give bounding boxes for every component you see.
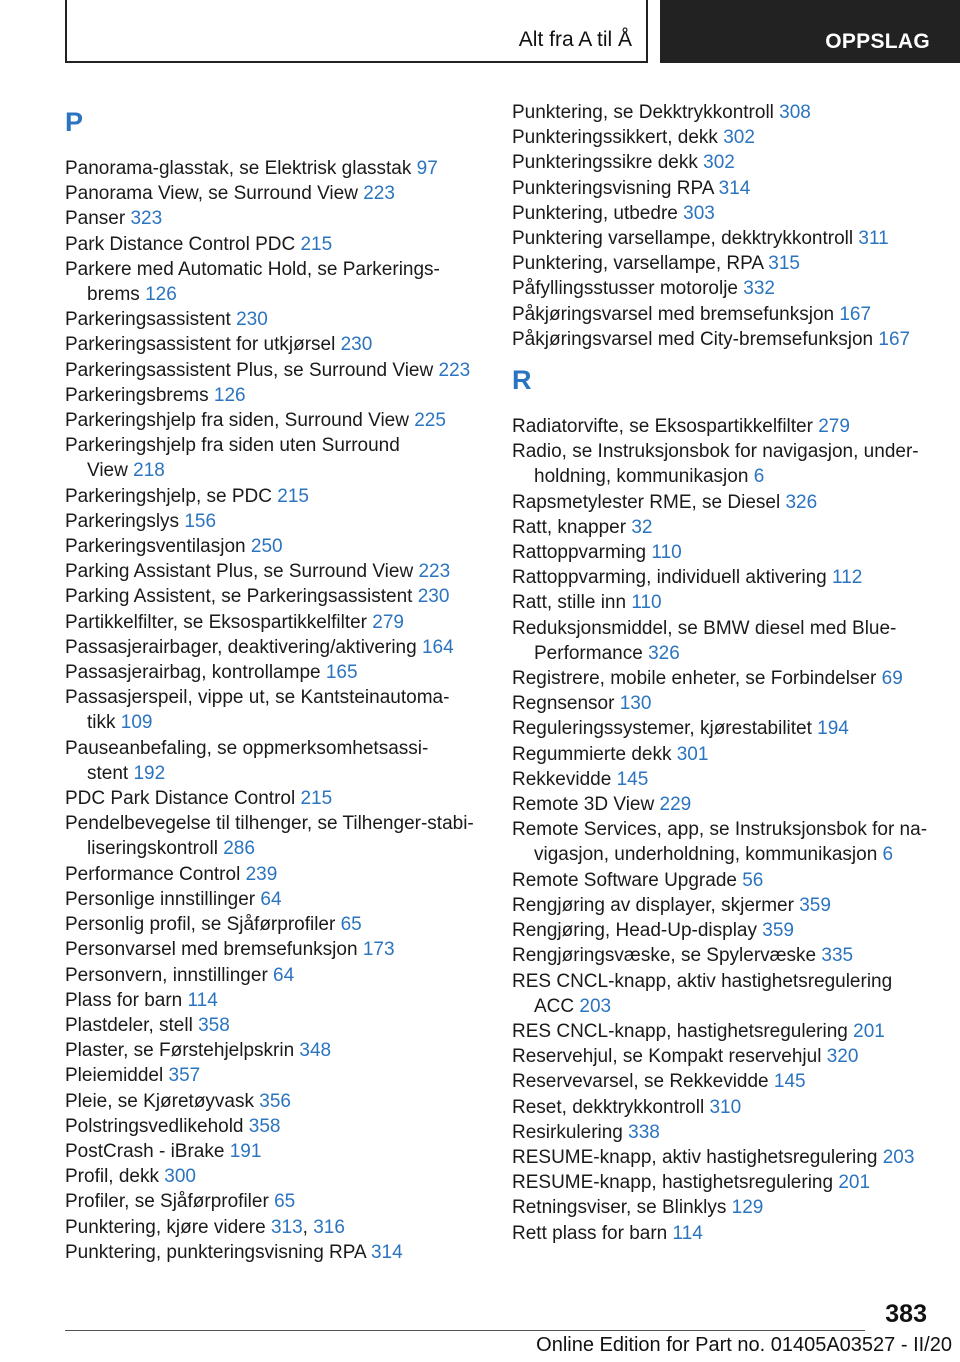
index-entry-label: stent <box>87 762 129 784</box>
index-entry-label: Punkteringsvisning RPA <box>512 177 714 199</box>
page-reference-link[interactable]: 194 <box>817 718 849 740</box>
index-entry-label: Reservevarsel, se Rekkevidde <box>512 1071 769 1093</box>
index-entry-label: Rengjøring, Head-Up-display <box>512 920 757 942</box>
index-entry-label: Plass for barn <box>65 989 183 1011</box>
page-reference-link[interactable]: 358 <box>248 1115 281 1137</box>
page-reference-link[interactable]: 164 <box>421 636 454 658</box>
index-entry-label: Registrere, mobile enheter, se Forbindelser <box>512 668 877 690</box>
index-entry <box>512 226 942 251</box>
page-reference-link[interactable]: 223 <box>418 561 451 583</box>
index-entry <box>512 1145 942 1170</box>
index-entry-label: liseringskontroll <box>87 838 218 860</box>
page-reference-link[interactable]: 356 <box>259 1090 291 1112</box>
index-entry <box>65 458 495 483</box>
page-reference-link[interactable]: 201 <box>838 1172 871 1194</box>
index-entry <box>65 484 495 509</box>
index-entry-list-p-continued <box>512 100 942 352</box>
index-entry-label: Profiler, se Sjåførprofiler <box>65 1191 269 1213</box>
index-entry-label: Påkjøringsvarsel med City-bremsefunksjon <box>512 328 874 350</box>
index-entry <box>512 125 942 150</box>
index-entry <box>65 282 495 307</box>
page-reference-link[interactable]: 203 <box>579 995 612 1017</box>
page-reference-link[interactable]: 239 <box>245 863 278 885</box>
index-entry <box>512 742 942 767</box>
index-entry <box>512 176 942 201</box>
index-entry-label: Remote Software Upgrade <box>512 869 737 891</box>
page-reference-link[interactable]: 308 <box>779 102 811 123</box>
index-entry <box>65 988 495 1013</box>
index-entry <box>65 736 495 761</box>
page-reference-link[interactable]: 229 <box>659 794 692 816</box>
index-entry <box>512 590 942 615</box>
index-entry-label: Plastdeler, stell <box>65 1014 193 1036</box>
index-entry <box>512 969 942 994</box>
index-entry-label: PDC Park Distance Control <box>65 788 296 810</box>
index-entry-label: brems <box>87 284 140 306</box>
index-entry-label: Reservehjul, se Kompakt reservehjul <box>512 1046 822 1068</box>
index-entry <box>65 534 495 559</box>
page-reference-link[interactable]: 358 <box>198 1014 230 1036</box>
index-entry-label: Remote 3D View <box>512 794 655 816</box>
header-chapter-box <box>660 0 960 63</box>
index-entry-label: Polstringsvedlikehold <box>65 1115 244 1137</box>
page-reference-link[interactable]: 301 <box>676 743 709 765</box>
index-entry-label: Retningsviser, se Blinklys <box>512 1197 727 1219</box>
index-entry <box>512 994 942 1019</box>
index-entry-label: PostCrash - iBrake <box>65 1140 225 1162</box>
index-entry <box>512 691 942 716</box>
index-entry <box>65 509 495 534</box>
page-reference-link[interactable]: 65 <box>340 914 362 936</box>
index-entry-label: Pauseanbefaling, se oppmerksomhetsassi- <box>65 737 429 759</box>
index-entry-label: Parking Assistant Plus, se Surround View <box>65 561 414 583</box>
index-entry <box>512 565 942 590</box>
page-reference-link[interactable]: 156 <box>184 510 217 532</box>
index-entry-label: Punktering, kjøre videre <box>65 1216 266 1238</box>
page-reference-link[interactable]: 303 <box>683 202 715 224</box>
page-reference-link[interactable]: 114 <box>187 989 218 1011</box>
index-letter-heading-p: P <box>65 107 84 137</box>
index-entry <box>65 963 495 988</box>
page-reference-link[interactable]: 32 <box>631 516 653 538</box>
page-reference-link[interactable]: 335 <box>821 945 854 967</box>
index-entry-label: Rattoppvarming, individuell aktivering <box>512 567 827 589</box>
index-entry <box>65 1089 495 1114</box>
page-reference-link[interactable]: 218 <box>133 460 165 482</box>
index-entry-label: Punkteringssikre dekk <box>512 152 698 174</box>
index-entry-label: Personlige innstillinger <box>65 888 256 910</box>
index-entry <box>65 1114 495 1139</box>
index-entry <box>65 1063 495 1088</box>
index-entry <box>512 251 942 276</box>
index-entry-label: Panorama View, se Surround View <box>65 183 358 205</box>
page-reference-link[interactable]: 302 <box>703 152 735 174</box>
index-entry <box>65 1038 495 1063</box>
page-reference-link[interactable]: 302 <box>723 127 755 149</box>
index-entry-label: Parkeringsassistent <box>65 309 231 331</box>
index-entry-label: Reduksjonsmiddel, se BMW diesel med Blue- <box>512 617 897 639</box>
index-entry <box>65 811 495 836</box>
index-entry <box>65 635 495 660</box>
index-entry-label: Reset, dekktrykkontroll <box>512 1096 705 1118</box>
index-entry <box>512 1095 942 1120</box>
index-entry-label: Partikkelfilter, se Eksospartikkelfilter <box>65 611 367 633</box>
page-reference-link[interactable]: 6 <box>753 466 765 488</box>
index-entry-list-r <box>512 414 942 1246</box>
page-reference-link[interactable]: 167 <box>839 303 872 325</box>
index-entry-label: Rapsmetylester RME, se Diesel <box>512 491 781 513</box>
index-entry-label: Punktering varsellampe, dekktrykkontroll <box>512 228 854 250</box>
index-entry-label: Ratt, knapper <box>512 516 627 538</box>
index-entry-label: Pleiemiddel <box>65 1065 164 1087</box>
index-entry <box>512 943 942 968</box>
page-reference-link[interactable]: 279 <box>818 416 850 438</box>
index-entry-label: Remote Services, app, se Instruksjonsbok for na- <box>512 819 928 841</box>
index-entry-label: Passasjerairbager, deaktivering/aktivering <box>65 636 417 658</box>
page-reference-link[interactable]: 126 <box>213 384 246 406</box>
index-entry-label: View <box>87 460 128 482</box>
index-entry-label: RESUME-knapp, aktiv hastighetsregulering <box>512 1146 878 1168</box>
page-reference-link[interactable]: 64 <box>273 964 295 986</box>
page-reference-link[interactable]: 56 <box>742 869 764 891</box>
page-reference-link[interactable]: 230 <box>340 334 373 356</box>
index-entry <box>65 937 495 962</box>
index-column-left <box>65 100 495 1265</box>
page-reference-link[interactable]: 201 <box>853 1020 885 1042</box>
page-reference-link[interactable]: 230 <box>236 309 268 331</box>
index-entry <box>65 206 495 231</box>
page-number: 383 <box>885 1300 927 1328</box>
page-reference-link[interactable]: 332 <box>743 278 775 300</box>
page-reference-link[interactable]: 64 <box>260 888 282 910</box>
index-entry <box>512 868 942 893</box>
index-entry <box>512 302 942 327</box>
index-letter-heading-r: R <box>512 365 532 396</box>
index-entry <box>512 414 942 439</box>
index-entry <box>65 257 495 282</box>
index-entry-label: Resirkulering <box>512 1121 623 1143</box>
page-reference-link[interactable]: 320 <box>826 1046 859 1068</box>
index-entry <box>512 792 942 817</box>
index-entry <box>65 685 495 710</box>
index-entry-label: Personlig profil, se Sjåførprofiler <box>65 914 336 936</box>
index-entry <box>65 156 495 181</box>
index-entry <box>65 710 495 735</box>
page-reference-link[interactable]: 215 <box>277 485 309 507</box>
page-reference-link[interactable]: 223 <box>363 183 395 205</box>
index-entry <box>512 817 942 842</box>
index-entry-label: Påkjøringsvarsel med bremsefunksjon <box>512 303 835 325</box>
index-entry <box>65 232 495 257</box>
page-reference-link[interactable]: 215 <box>300 788 333 810</box>
index-entry-label: Parking Assistent, se Parkeringsassistent <box>65 586 413 608</box>
page-reference-link[interactable]: 314 <box>718 177 751 199</box>
index-entry-label: Rengjøringsvæske, se Spylervæske <box>512 945 817 967</box>
index-entry-label: Rett plass for barn <box>512 1222 668 1244</box>
page-reference-link[interactable]: 129 <box>731 1197 764 1219</box>
page-reference-link[interactable]: 230 <box>417 586 450 608</box>
index-entry-label: Regnsensor <box>512 693 615 715</box>
page-reference-link[interactable]: 192 <box>133 762 166 784</box>
page-reference-link[interactable]: 109 <box>120 712 153 734</box>
index-entry-label: Panorama-glasstak, se Elektrisk glasstak <box>65 158 412 179</box>
header-section-title: Alt fra A til Å <box>518 28 632 51</box>
index-entry <box>65 610 495 635</box>
index-entry <box>512 1044 942 1069</box>
index-entry <box>512 276 942 301</box>
index-entry-label: Rattoppvarming <box>512 542 647 564</box>
page-reference-link[interactable]: 315 <box>768 253 800 275</box>
index-entry-label: Personvern, innstillinger <box>65 964 268 986</box>
page-reference-link[interactable]: 225 <box>414 410 446 432</box>
index-entry-label: Parkeringsventilasjon <box>65 536 246 558</box>
index-entry-label: Pendelbevegelse til tilhenger, se Tilhenger-stabi- <box>65 813 474 835</box>
index-entry <box>65 1189 495 1214</box>
page-reference-link[interactable]: 359 <box>799 894 831 916</box>
index-entry <box>512 439 942 464</box>
index-entry-label: Parkeringsassistent for utkjørsel <box>65 334 336 356</box>
index-entry-label: Punktering, varsellampe, RPA <box>512 253 763 275</box>
index-entry-label: RES CNCL-knapp, hastighetsregulering <box>512 1020 848 1042</box>
index-entry <box>65 887 495 912</box>
index-entry <box>512 150 942 175</box>
index-entry <box>65 584 495 609</box>
header-chapter-title: OPPSLAG <box>825 30 930 53</box>
index-entry <box>512 490 942 515</box>
index-entry-label: Påfyllingsstusser motorolje <box>512 278 738 300</box>
page-reference-link[interactable]: 112 <box>832 567 863 589</box>
index-entry-label: Pleie, se Kjøretøyvask <box>65 1090 254 1112</box>
page-reference-link[interactable]: 69 <box>881 668 903 690</box>
page-reference-link[interactable]: 6 <box>882 844 894 866</box>
page-reference-link[interactable]: 326 <box>648 642 680 664</box>
index-entry <box>65 862 495 887</box>
index-entry-label: vigasjon, underholdning, kommunikasjon <box>534 844 878 866</box>
index-entry <box>65 433 495 458</box>
page-reference-link[interactable]: 97 <box>416 158 438 179</box>
index-entry <box>512 1019 942 1044</box>
page-reference-link[interactable]: 286 <box>223 838 255 860</box>
edition-footer: Online Edition for Part no. 01405A03527 - II/20 <box>536 1334 952 1356</box>
index-entry <box>512 641 942 666</box>
page-reference-link[interactable]: 313 <box>270 1216 303 1238</box>
index-entry-label: Passasjerairbag, kontrollampe <box>65 662 321 684</box>
page-reference-link[interactable]: 126 <box>145 284 177 306</box>
index-entry-label: Park Distance Control PDC <box>65 233 296 255</box>
index-entry <box>65 559 495 584</box>
index-entry <box>512 893 942 918</box>
page-reference-link[interactable]: 359 <box>762 920 794 942</box>
index-entry <box>512 1120 942 1145</box>
index-entry <box>512 1069 942 1094</box>
page-reference-link[interactable]: 65 <box>274 1191 296 1213</box>
index-entry-label: Panser <box>65 208 126 230</box>
index-entry <box>65 912 495 937</box>
page-reference-link[interactable]: 326 <box>785 491 818 513</box>
index-entry-label: holdning, kommunikasjon <box>534 466 749 488</box>
index-entry <box>65 1164 495 1189</box>
index-entry <box>512 100 942 125</box>
index-entry-label: Parkeringshjelp fra siden uten Surround <box>65 435 400 457</box>
page-reference-link[interactable]: 311 <box>858 228 889 250</box>
index-entry <box>512 616 942 641</box>
index-entry <box>512 515 942 540</box>
index-entry <box>65 1013 495 1038</box>
index-entry-label: Punktering, punkteringsvisning RPA <box>65 1241 366 1263</box>
index-entry <box>65 1139 495 1164</box>
page-reference-link[interactable]: 323 <box>130 208 163 230</box>
index-entry-label: Reguleringssystemer, kjørestabilitet <box>512 718 812 740</box>
page-reference-link[interactable]: 348 <box>299 1040 332 1062</box>
index-entry-label: Parkeringsbrems <box>65 384 209 406</box>
index-entry <box>512 842 942 867</box>
page-reference-link[interactable]: 338 <box>628 1121 660 1143</box>
page-reference-link[interactable]: 114 <box>672 1222 703 1244</box>
index-entry <box>512 540 942 565</box>
index-entry <box>512 1221 942 1246</box>
index-entry <box>65 761 495 786</box>
index-entry <box>512 767 942 792</box>
index-entry <box>512 327 942 352</box>
index-entry: Punktering, kjøre videre 313, 316 <box>65 1216 345 1238</box>
index-entry-label: Ratt, stille inn <box>512 592 627 614</box>
index-entry-label: Rengjøring av displayer, skjermer <box>512 894 794 916</box>
page-reference-link[interactable]: 357 <box>168 1065 201 1087</box>
index-entry-label: RESUME-knapp, hastighetsregulering <box>512 1172 834 1194</box>
index-entry <box>65 1240 495 1265</box>
index-entry <box>512 201 942 226</box>
index-entry <box>65 307 495 332</box>
index-entry-label: Radio, se Instruksjonsbok for navigasjon, under- <box>512 441 919 463</box>
index-entry-label: Parkeringsassistent Plus, se Surround View <box>65 359 434 381</box>
index-entry-label: Punkteringssikkert, dekk <box>512 127 718 149</box>
page-reference-link[interactable]: 223 <box>438 359 471 381</box>
index-entry-label: Punktering, se Dekktrykkontroll <box>512 102 774 123</box>
index-entry-label: Passasjerspeil, vippe ut, se Kantsteinautoma- <box>65 687 450 709</box>
index-entry-label: Performance Control <box>65 863 241 885</box>
page-reference-link[interactable]: 300 <box>164 1166 196 1188</box>
index-entry <box>65 181 495 206</box>
page-reference-link[interactable]: 110 <box>631 592 662 614</box>
footer-divider <box>65 1330 865 1331</box>
index-entry <box>512 716 942 741</box>
index-column-right <box>512 100 942 1246</box>
index-entry-label: Regummierte dekk <box>512 743 672 765</box>
header-section-box <box>65 0 648 63</box>
index-entry-label: Punktering, utbedre <box>512 202 678 224</box>
index-entry-label: Plaster, se Førstehjelpskrin <box>65 1040 295 1062</box>
page-reference-link[interactable]: 250 <box>250 536 283 558</box>
index-entry <box>512 666 942 691</box>
index-entry-label: Parkeringshjelp fra siden, Surround View <box>65 410 409 432</box>
index-entry <box>65 836 495 861</box>
index-entry-label: Profil, dekk <box>65 1166 159 1188</box>
index-entry-list-p <box>65 156 495 1265</box>
page-reference-link[interactable]: 191 <box>229 1140 262 1162</box>
index-entry-label: tikk <box>87 712 116 734</box>
page-reference-link[interactable]: 173 <box>362 939 395 961</box>
index-entry-label: Parkeringshjelp, se PDC <box>65 485 272 507</box>
page-reference-link[interactable]: 167 <box>878 328 911 350</box>
page-reference-link[interactable]: 130 <box>619 693 652 715</box>
index-entry <box>65 786 495 811</box>
index-entry-label: ACC <box>534 995 575 1017</box>
page-reference-link[interactable]: 310 <box>709 1096 742 1118</box>
page-reference-link[interactable]: 314 <box>370 1241 403 1263</box>
page-reference-link[interactable]: 145 <box>616 768 649 790</box>
index-entry-label: Parkere med Automatic Hold, se Parkerings- <box>65 258 440 280</box>
index-entry-label: Performance <box>534 642 643 664</box>
page-reference-link[interactable]: 145 <box>773 1071 806 1093</box>
page-reference-link[interactable]: 215 <box>300 233 333 255</box>
index-entry-label: Rekkevidde <box>512 768 612 790</box>
index-entry <box>65 660 495 685</box>
index-entry <box>512 1170 942 1195</box>
index-entry <box>65 332 495 357</box>
page-reference-link[interactable]: 110 <box>651 542 682 564</box>
index-entry-label: Parkeringslys <box>65 510 180 532</box>
index-entry <box>65 358 495 383</box>
index-entry <box>512 918 942 943</box>
index-entry <box>512 1195 942 1220</box>
index-entry-label: Personvarsel med bremsefunksjon <box>65 939 358 961</box>
page-reference-link[interactable]: 316 <box>313 1216 345 1238</box>
index-entry <box>512 464 942 489</box>
page-reference-link[interactable]: 279 <box>372 611 404 633</box>
index-entry-label: RES CNCL-knapp, aktiv hastighetsregulering <box>512 970 893 992</box>
index-entry <box>65 408 495 433</box>
page-reference-link[interactable]: 203 <box>882 1146 915 1168</box>
index-entry <box>65 383 495 408</box>
index-entry-label: Radiatorvifte, se Eksospartikkelfilter <box>512 416 813 438</box>
page-reference-link[interactable]: 165 <box>325 662 358 684</box>
